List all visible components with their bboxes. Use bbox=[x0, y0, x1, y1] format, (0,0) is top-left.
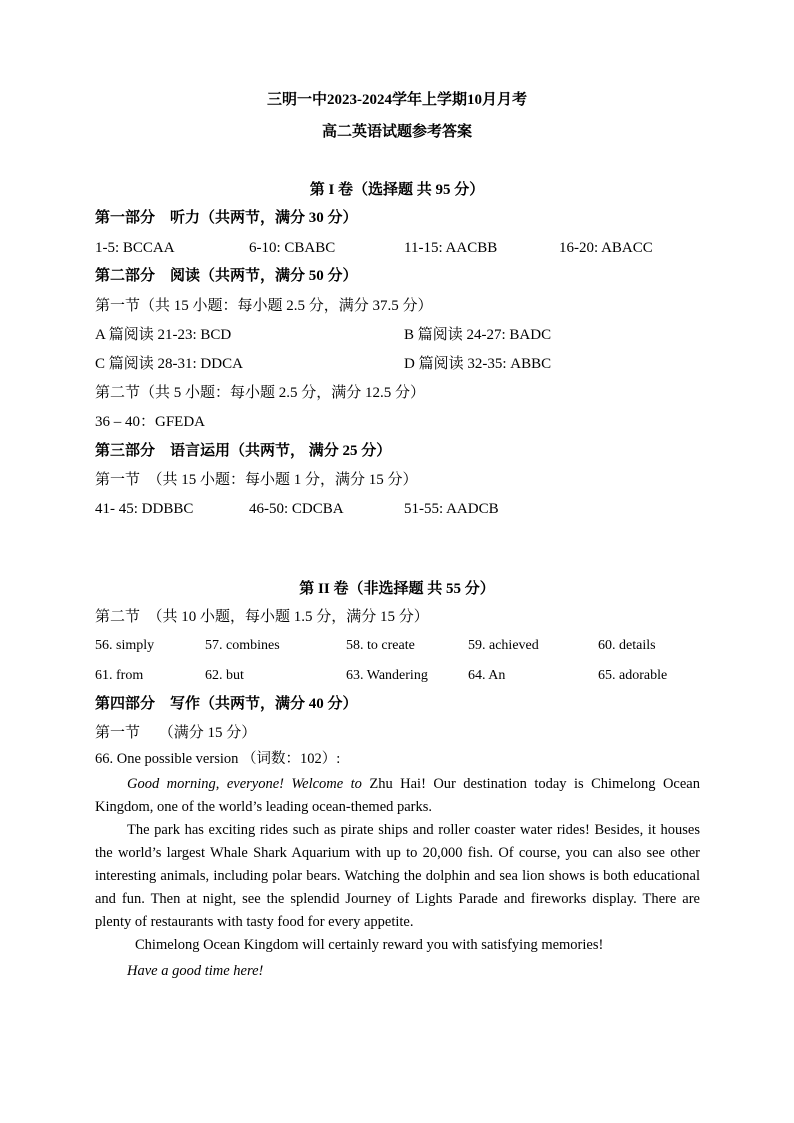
essay-paragraph-1 bbox=[95, 773, 700, 819]
reading-c: C 篇阅读 28-31: DDCA bbox=[95, 356, 243, 372]
part4-section1: 第一节 （满分 15 分） bbox=[95, 725, 257, 741]
exam-title: 三明一中2023-2024学年上学期10月月考 bbox=[267, 92, 527, 108]
part4-heading: 第四部分 写作（共两节，满分 40 分） bbox=[95, 696, 358, 712]
fill-answer-58: 58. to create bbox=[346, 638, 415, 653]
part1-answer-2: 6-10: CBABC bbox=[249, 240, 336, 256]
reading-d: D 篇阅读 32-35: ABBC bbox=[404, 356, 552, 372]
answer-key-title: 高二英语试题参考答案 bbox=[321, 124, 472, 140]
part1-answer-1: 1-5: BCCAA bbox=[95, 240, 175, 256]
reading-a: A 篇阅读 21-23: BCD bbox=[95, 327, 232, 343]
volume1-title: 第 I 卷（选择题 共 95 分） bbox=[309, 182, 485, 198]
part1-answer-4: 16-20: ABACC bbox=[559, 240, 653, 256]
fill-answer-65: 65. adorable bbox=[598, 668, 668, 683]
fill-answer-59: 59. achieved bbox=[468, 638, 539, 653]
part1-answer-3: 11-15: AACBB bbox=[404, 240, 498, 256]
essay-greeting: Good morning, everyone! Welcome to bbox=[127, 776, 362, 792]
volume2-title: 第 II 卷（非选择题 共 55 分） bbox=[299, 581, 495, 597]
part1-heading: 第一部分 听力（共两节，满分 30 分） bbox=[95, 210, 358, 226]
fill-answer-57: 57. combines bbox=[205, 638, 280, 653]
fill-answer-62: 62. but bbox=[205, 668, 244, 683]
part3-answer-1: 41- 45: DDBBC bbox=[95, 501, 194, 517]
fill-answer-60: 60. details bbox=[598, 638, 656, 653]
volume2-section2: 第二节 （共 10 小题，每小题 1.5 分，满分 15 分） bbox=[95, 609, 429, 625]
part3-answer-2: 46-50: CDCBA bbox=[249, 501, 344, 517]
fill-answer-64: 64. An bbox=[468, 668, 506, 683]
fill-answer-61: 61. from bbox=[95, 668, 144, 683]
essay-paragraph-2: The park has exciting rides such as pirate ships and roller coaster water rides! Besides, it houses the world’s largest Whale Shark Aquarium with up to 20,000 fish. Of course, you can also see other interesting animals, including polar bears. Watching the dolphin and sea lion shows is both educational and fun. Then at night, see the splendid Journey of Lights Parade and fireworks display. There are plenty of restaurants with tasty food for every appetite. bbox=[95, 822, 700, 930]
reading-b: B 篇阅读 24-27: BADC bbox=[404, 327, 552, 343]
fill-answer-56: 56. simply bbox=[95, 638, 155, 653]
part3-answer-3: 51-55: AADCB bbox=[404, 501, 499, 517]
part2-section2: 第二节（共 5 小题：每小题 2.5 分，满分 12.5 分） bbox=[95, 385, 426, 401]
part3-heading: 第三部分 语言运用（共两节， 满分 25 分） bbox=[95, 443, 392, 459]
part2-heading: 第二部分 阅读（共两节，满分 50 分） bbox=[95, 268, 358, 284]
essay-paragraph-3: Chimelong Ocean Kingdom will certainly reward you with satisfying memories! bbox=[135, 937, 604, 953]
essay-intro: Zhu Hai! Our destination today is Chimelong Ocean Kingdom, one of the world’s leading ocean-themed parks. bbox=[95, 776, 700, 815]
version-label: 66. One possible version （词数：102）: bbox=[95, 751, 341, 767]
essay-closing: Have a good time here! bbox=[127, 963, 264, 979]
part2-section2-answer: 36 – 40：GFEDA bbox=[95, 414, 206, 430]
part3-section1: 第一节 （共 15 小题：每小题 1 分，满分 15 分） bbox=[95, 472, 418, 488]
fill-answer-63: 63. Wandering bbox=[346, 668, 428, 683]
part2-section1: 第一节（共 15 小题：每小题 2.5 分，满分 37.5 分） bbox=[95, 298, 433, 314]
